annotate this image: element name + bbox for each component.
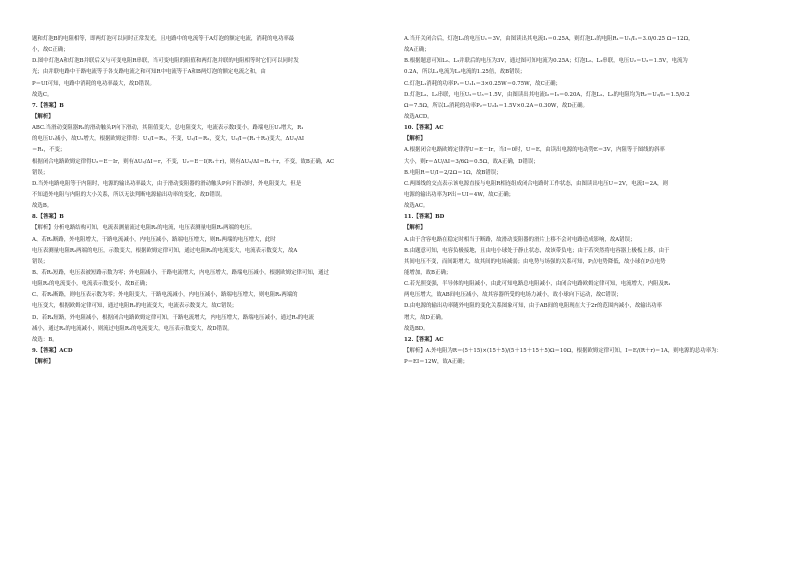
text-line: 错误； — [32, 258, 49, 265]
text-line: 小，故C正确； — [32, 47, 69, 54]
text-line: 电压变大，根据欧姆定律可知，通过电阻R₂的电流变大，电流表示数变大，故C错误； — [32, 303, 238, 310]
text-line: 8.【答案】B — [32, 214, 64, 221]
text-line: 其间电压不变，而间距增大，故其间的电场减弱；由电势与场强的关系可知，P点电势降低，故小球在P点电势 — [404, 258, 666, 265]
text-line: 大小，则r＝ΔU/ΔI＝3/6Ω＝0.5Ω，故A正确，D错误； — [404, 158, 539, 165]
text-line: 故选B。 — [32, 203, 53, 210]
text-line: 的电压U₁减小，故U₂增大，根据欧姆定律得：U₁/I＝R₁，不变，U₂/I＝R₂，变大，U₂/I＝(R₁＋R₂)变大，ΔU₂/ΔI — [32, 136, 305, 143]
text-line: 10.【答案】AC — [404, 125, 444, 132]
text-line: 0.2A，所以L₁电流为L₂电流的1.25倍，故B错误； — [404, 69, 526, 76]
text-line: 光；由并联电路中干路电流等于各支路电流之和可知R中电流等于A和B两灯泡的额定电流之和，由 — [32, 69, 266, 76]
text-line: 故A正确； — [404, 47, 430, 54]
text-line: 能增加，故B正确； — [404, 269, 452, 276]
text-line: A.由于含容电路在稳定时相当于断路，故滑动变阻器的滑片上移不会对电路造成影响，故A错误； — [404, 236, 636, 243]
text-line: ＝R₁，不变； — [32, 147, 66, 154]
text-line: 电压表测量电阻R₂两端的电压，示数变大，根据欧姆定律可知，通过电阻R₂的电流变大，电流表示数变大，故A — [32, 247, 298, 254]
text-line: A.当开关闭合后，灯泡L₁的电压U₁＝3V，由图读出其电流I₁＝0.25A，则灯泡L₁的电阻R₁＝U₁/I₁＝3.0/0.25 Ω＝12Ω， — [404, 36, 694, 42]
text-line: C.两图线的交点表示该电源直接与电阻R相连组成闭合电路时工作状态，由图读出电压U＝2V，电流I＝2A，则 — [404, 180, 668, 187]
text-line: A、若R₁断路，外电阻增大，干路电流减小，内电压减小，路端电压增大，则R₂两端的电压增大，此时 — [32, 236, 276, 243]
text-line: 故选：B。 — [32, 336, 58, 343]
text-line: B、若R₂短路，电压表被短路示数为零；外电阻减小，干路电流增大，内电压增大，路端电压减小，根据欧姆定律可知，通过 — [32, 269, 330, 276]
text-line: 根据闭合电路欧姆定律得U₂＝E－Ir，则有ΔU₂/ΔI＝r，不变，U₂＝E－I(R₁＋r)，则有ΔU₂/ΔI＝R₁＋r，不变，故B正确，AC — [32, 158, 335, 165]
text-line: 【解析】分析电路结构可知，电流表测量流过电阻R₂的电流，电压表测量电阻R₂两端的电压。 — [32, 225, 256, 232]
text-line: 两电压增大，故AB间电压减小，故其容器所受的电场力减小，故小球向下运动，故C错误； — [404, 292, 622, 299]
text-line: 电源的输出功率为P出＝UI＝4W，故C正确； — [404, 191, 515, 198]
text-line: 【解析】A.外电阻为R＝(5＋15)×(15＋5)/(5＋15＋15＋5)Ω＝10Ω，根据欧姆定律可知，I＝E/(R＋r)＝1A，则电源的总功率为： — [404, 347, 722, 354]
right-column — [404, 34, 762, 368]
text-line: P＝UI可知，电路中消耗的电功率最大，故D错误。 — [32, 80, 155, 87]
text-line: 【解析】 — [404, 136, 426, 143]
text-line: B.根据题意可知L₂、L₃并联后的电压为3V，通过图可知电流为0.25A；灯泡L₂、L₃串联，电压U₂＝U₃＝1.5V，电流为 — [404, 58, 688, 65]
text-line: 电阻R₂的电流变小，电流表示数变小，故B正确； — [32, 281, 151, 288]
text-line: D.灯泡L₂、L₃串联，电压U₂＝U₃＝1.5V，由图读出其电流I₂＝I₃＝0.20A，灯泡L₂、L₃的电阻均为R₂＝U₂/I₂＝1.5/0.2 — [404, 91, 690, 98]
text-line: A.根据闭合电路欧姆定律得U＝E－Ir，当I＝0时，U＝E，由读出电源的电动势E＝3V，内阻等于图线的斜率 — [404, 147, 665, 154]
text-line: C.若光照变强，半导体的电阻减小，由此可知电路总电阻减小，由闭合电路欧姆定律可知，电流增大，内阻及R₁ — [404, 281, 671, 288]
text-line: C.灯泡L₁消耗的功率P₁＝U₁I₁＝3×0.25W＝0.75W，故C正确； — [404, 80, 561, 87]
text-line: P＝EI＝12W，故A正确； — [404, 359, 468, 366]
text-line: 【解析】 — [404, 225, 426, 232]
text-line: Ω＝7.5Ω，所以L₂消耗的功率P₂＝U₂I₂＝1.5V×0.2A＝0.30W，故D正确。 — [404, 102, 588, 109]
text-line: 增大，故D正确。 — [404, 314, 447, 321]
text-line: 减小，通过R₂的电流减小，则流过电阻R₂的电流变大，电压表示数变大，故D错误。 — [32, 325, 233, 332]
left-column — [32, 34, 390, 368]
text-line: B.电阻R＝U/I＝2/2Ω＝1Ω，故B错误； — [404, 169, 502, 176]
text-line: D.图中灯泡A和灯泡B并联后又与可变电阻R串联，当可变电阻的阻值和两灯泡并联的电阻相等时它们可以同时发 — [32, 58, 299, 65]
text-line: 【解析】 — [32, 113, 54, 120]
text-line: 故选C。 — [32, 91, 53, 98]
text-line: D.当外电路电阻等于内阻时，电源的输出功率最大，由于滑动变阻器的滑动触头P向下滑动时，外电阻变大，但是 — [32, 180, 302, 187]
text-line: 错误； — [32, 169, 49, 176]
text-line: 不知道外电阻与内阻的大小关系，所以无法判断电源输出功率的变化，故D错误。 — [32, 191, 226, 198]
text-line: 11.【答案】BD — [404, 214, 445, 221]
text-line: ABC.当滑动变阻器R₂的滑动触头P向下滑动，其阻值变大，总电阻变大，电流表示数I变小，路端电压U₂增大，R₁ — [32, 125, 304, 132]
text-line: C、若R₃断路，则电压表示数为零；外电阻变大，干路电流减小，内电压减小，路端电压增大，则电阻R₂两端的 — [32, 292, 298, 299]
text-line: 故选BD。 — [404, 325, 429, 332]
text-line: 故选ACD。 — [404, 113, 433, 120]
text-line: 7.【答案】B — [32, 102, 64, 109]
text-line: 12.【答案】AC — [404, 336, 444, 343]
text-line: 9.【答案】ACD — [32, 347, 73, 354]
text-line: D.由电源的输出功率随外电阻的变化关系图象可知，由于AB间的电阻现在大于2r的范围内减小，故输出功率 — [404, 303, 662, 310]
text-line: B.由题意可知，电容负极接地，且由电小球处于静止状态，故该带负电；由于若突然将电容器上极板上移，由于 — [404, 247, 670, 254]
text-line: D、若R₄短路，外电阻减小，根据闭合电路欧姆定律可知，干路电流增大，内电压增大，路端电压减小，通过R₃的电流 — [32, 314, 314, 321]
text-line: 【解析】 — [32, 359, 54, 366]
text-line: 题和灯泡B的电阻相等，即两灯泡可以同时正常发光，且电路中的电流等于A灯泡的额定电流，消耗的电功率最 — [32, 36, 295, 42]
text-line: 故选AC。 — [404, 203, 429, 210]
